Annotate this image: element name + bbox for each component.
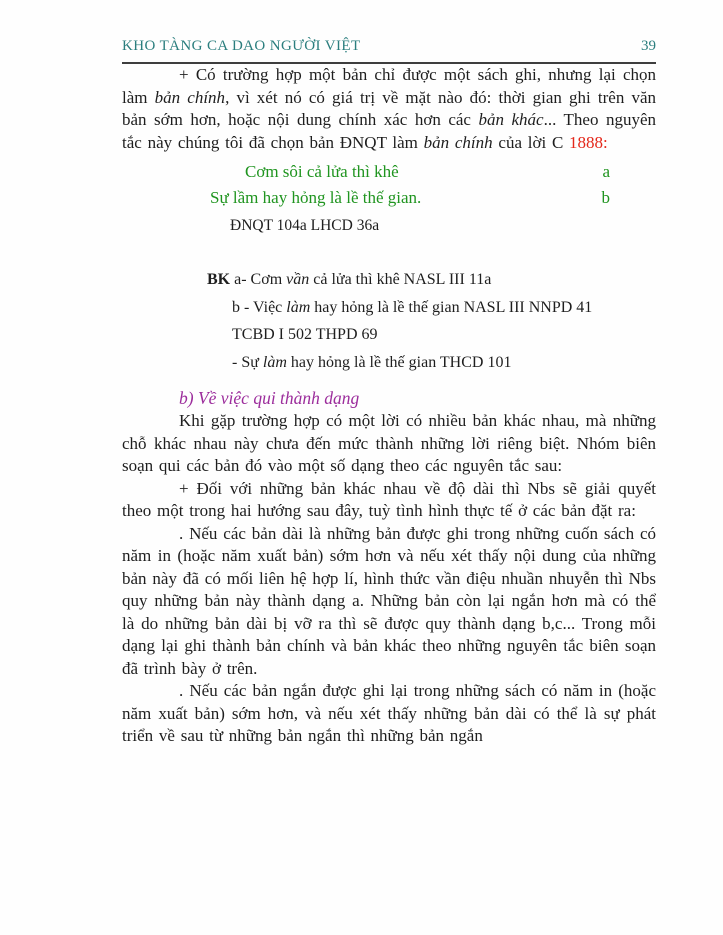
bk-text: b - Việc	[232, 298, 287, 316]
bk-line-a	[207, 266, 656, 294]
bk-text: - Sự	[232, 353, 263, 371]
intro-text: , vì xét nó có giá trị về mặt nào đó: thời gian ghi trên văn bản sớm hơn, hoặc nội dung chính xác hơn các	[122, 87, 657, 129]
page-number: 39	[641, 38, 656, 54]
verse-text: Sự lầm hay hỏng là lề thế gian.	[210, 188, 422, 207]
verse-line	[122, 185, 656, 211]
bk-italic-lam-2: làm	[262, 353, 287, 371]
paragraph-intro	[122, 64, 656, 154]
lot-number: 1888:	[569, 132, 608, 152]
bk-italic-van: vần	[286, 271, 310, 288]
bk-line-c: TCBD I 502 THPD 69	[232, 326, 378, 343]
bk-variants-block	[207, 266, 656, 376]
intro-italic-ban-chinh-2: bản chính	[423, 132, 493, 152]
running-title: KHO TÀNG CA DAO NGƯỜI VIỆT	[122, 38, 361, 54]
bk-text: a- Cơm	[230, 271, 287, 288]
bk-line-b	[207, 294, 656, 322]
bk-text: cả lửa thì khê NASL III 11a	[309, 271, 492, 288]
verse-citation: ĐNQT 104a LHCD 36a	[230, 217, 380, 234]
intro-text: ... Theo nguyên tắc này chúng tôi đã chọn bản ĐNQT làm	[122, 110, 657, 152]
intro-text: của lời C	[492, 132, 570, 152]
verse-line	[122, 159, 656, 185]
paragraph-do-dai: + Đối với những bản khác nhau về độ dài thì Nbs sẽ giải quyết theo một trong hai hướng sau đây, tuỳ tình hình thực tế ở các bản đặt ra:	[122, 478, 656, 520]
intro-italic-ban-chinh-1: bản chính	[154, 87, 226, 107]
paragraph-ban-dai: . Nếu các bản dài là những bản được ghi trong những cuốn sách có năm in (hoặc năm xuất bản) sớm hơn và nếu xét thấy nội dung của những bản này đã có mối liên hệ hợp lí, hình thức vần điệu nhuần nhuyễn thì Nbs quy những bản này thành dạng a. Những bản còn lại ngắn hơn mà có thể là do những bản dài bị vỡ ra thì sẽ được quy thành dạng b,c... Trong mỗi dạng lại ghi thành bản chính và bản khác theo những nguyên tắc biên soạn đã trình bày ở trên.	[122, 523, 656, 678]
paragraph-ban-ngan: . Nếu các bản ngắn được ghi lại trong những sách có năm in (hoặc năm xuất bản) sớm hơn, và nếu xét thấy những bản dài có thể là sự phát triển về sau từ những bản ngắn thì những bản ngắn	[122, 681, 656, 745]
bk-text: hay hỏng là lề thế gian NASL III NNPD 41	[310, 298, 593, 316]
bk-text: hay hỏng là lề thế gian THCD 101	[286, 353, 512, 371]
page-content	[122, 38, 656, 748]
intro-text: + Có trường hợp một bản chỉ được một sách ghi, nhưng lại chọn làm	[122, 65, 656, 107]
bk-label: BK	[207, 271, 231, 288]
verse-block	[122, 159, 656, 238]
paragraph-qui-dang: Khi gặp trường hợp có một lời có nhiều bản khác nhau, mà những chỗ khác nhau này chưa đến mức thành những lời riêng biệt. Nhóm biên soạn qui các bản đó vào một số dạng theo các nguyên tắc sau:	[122, 411, 656, 475]
verse-label-a: a	[602, 162, 610, 181]
bk-italic-lam-1: làm	[286, 298, 311, 316]
section-heading: b) Về việc qui thành dạng	[179, 388, 360, 408]
verse-label-b: b	[601, 188, 610, 207]
verse-text: Cơm sôi cả lửa thì khê	[245, 162, 399, 181]
bk-line-d	[207, 349, 656, 377]
page-header	[122, 38, 656, 64]
intro-italic-ban-khac: bản khác	[478, 110, 544, 129]
